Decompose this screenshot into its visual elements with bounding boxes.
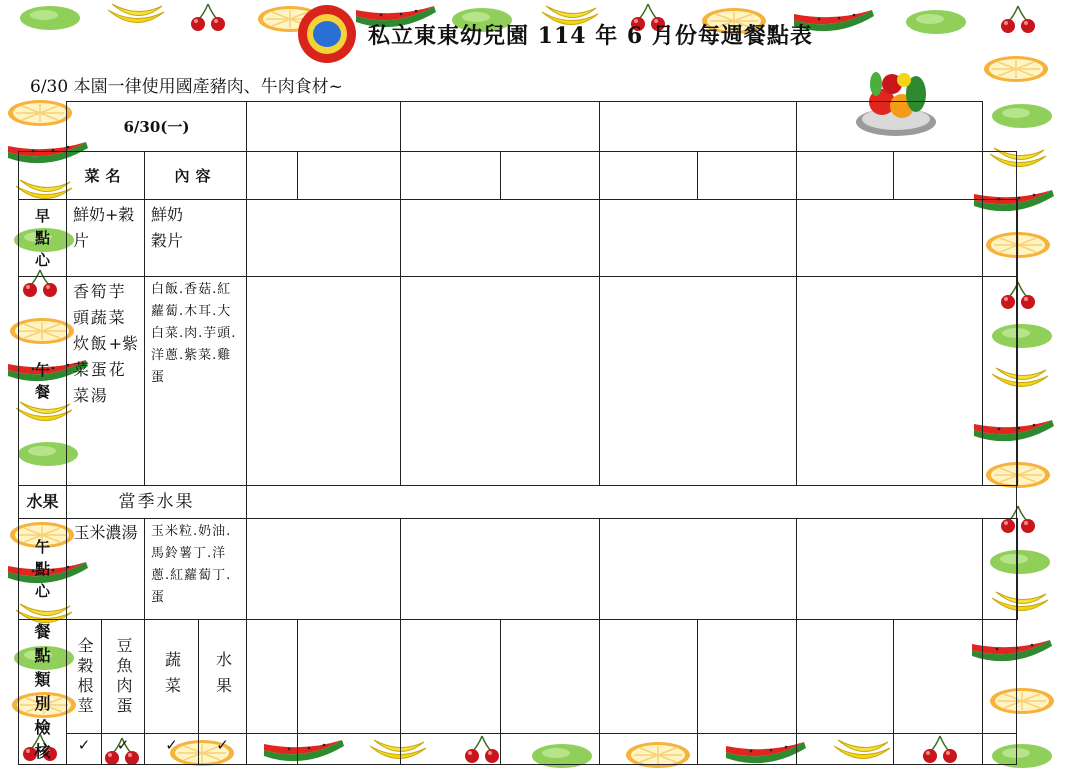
snack-content: 玉米粒.奶油.馬鈴薯丁.洋蔥.紅蘿蔔丁.蛋 (151, 524, 232, 605)
lunch-label: 午 餐 (19, 277, 67, 486)
content-header: 內容 (145, 152, 247, 200)
table-row (19, 200, 1018, 277)
lunch-dish: 香 筍 芋 頭 蔬 菜 炊 飯 +紫 菜 蛋 花 菜 湯 (73, 282, 138, 405)
banana-icon (108, 4, 164, 23)
table-row (19, 486, 1018, 519)
breakfast-label: 早 點 心 (19, 200, 67, 277)
check-mark: ✓ (145, 734, 199, 765)
date-cell: 6/30(一) (67, 102, 247, 152)
check-mark: ✓ (67, 734, 102, 765)
header (298, 4, 813, 64)
category-protein: 豆魚肉蛋 (114, 636, 133, 717)
cherry-icon (1001, 6, 1035, 33)
fruit-label: 水果 (19, 486, 67, 519)
page-title: 私立東東幼兒園 114 年 6 月份每週餐點表 (368, 22, 813, 49)
lunch-content: 白飯.香菇.紅蘿蔔.木耳.大白菜.肉.芋頭.洋蔥.紫菜.雞蛋 (151, 282, 237, 385)
snack-label: 午 點 心 (19, 519, 67, 620)
mango-icon (20, 6, 80, 30)
mango-icon (906, 10, 966, 34)
notice-text: 6/30 本園一律使用國產豬肉、牛肉食材~ (30, 77, 343, 97)
table-row (19, 152, 1018, 200)
menu-table (18, 101, 1018, 765)
check-label: 餐 點 類 別 檢 核 (19, 620, 67, 765)
category-grains: 全穀根莖 (75, 636, 94, 717)
category-fruit: 水果 (213, 650, 233, 703)
snack-dish: 玉米濃湯 (73, 523, 138, 542)
dish-header: 菜名 (67, 152, 145, 200)
table-row (19, 102, 1018, 152)
table-row (19, 277, 1018, 486)
lemon-icon (984, 56, 1048, 82)
table-row (19, 620, 1018, 734)
breakfast-dish: 鮮奶+穀片 (73, 205, 135, 250)
fruit-value: 當季水果 (67, 486, 247, 519)
cherry-icon (191, 4, 225, 31)
category-vegetable: 蔬菜 (162, 650, 182, 703)
check-mark: ✓ (199, 734, 247, 765)
table-row (19, 734, 1018, 765)
check-mark: ✓ (102, 734, 145, 765)
table-row (19, 519, 1018, 620)
breakfast-content: 鮮奶穀片 (151, 205, 184, 250)
school-logo (298, 5, 356, 63)
